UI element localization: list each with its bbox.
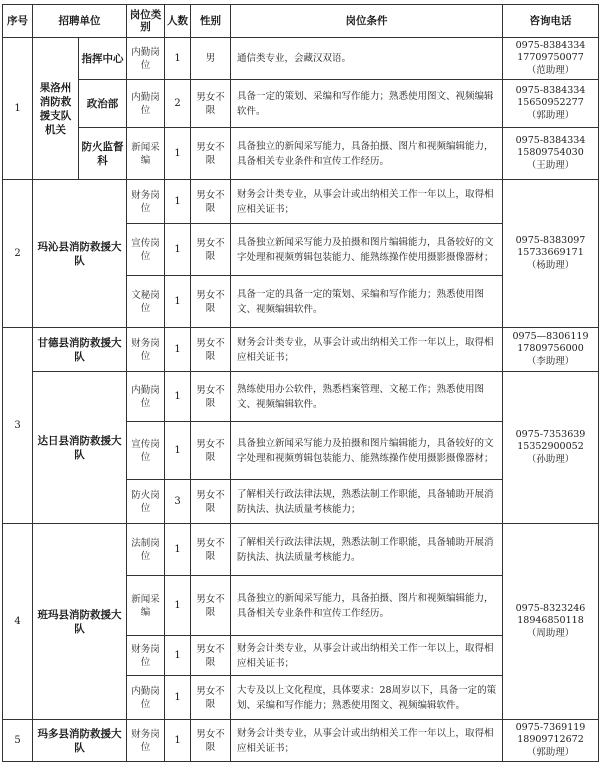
phone-cell bbox=[503, 372, 599, 524]
gender-cell: 男女不限 bbox=[191, 676, 231, 720]
phone-landline: 0975-7353639 bbox=[515, 428, 586, 440]
table-row bbox=[3, 720, 599, 762]
post-cell: 内勤岗位 bbox=[127, 372, 165, 422]
table-row bbox=[3, 128, 599, 180]
post-cell: 宣传岗位 bbox=[127, 422, 165, 480]
requirement-cell: 具备独立的新闻采写能力，具备拍摄、图片和视频编辑能力，具备相关专业条件和宣传工作经历。 bbox=[231, 128, 503, 180]
phone-mobile: 15650952277 bbox=[517, 97, 584, 109]
post-cell: 财务岗位 bbox=[127, 720, 165, 762]
phone-mobile: 17809756000 bbox=[517, 343, 584, 355]
table-row bbox=[3, 38, 599, 80]
seq-cell: 1 bbox=[3, 38, 33, 180]
phone-contact: （杨助理） bbox=[526, 259, 575, 271]
recruitment-table bbox=[2, 4, 599, 762]
count-cell: 1 bbox=[165, 676, 191, 720]
gender-cell: 男女不限 bbox=[191, 480, 231, 524]
gender-cell: 男女不限 bbox=[191, 422, 231, 480]
phone-landline: 0975-7369119 bbox=[515, 721, 586, 733]
table-row bbox=[3, 180, 599, 224]
phone-contact: （范助理） bbox=[526, 64, 575, 76]
count-cell: 1 bbox=[165, 720, 191, 762]
requirement-cell: 熟练使用办公软件，熟悉档案管理、文秘工作；熟悉使用图文、视频编辑软件。 bbox=[231, 372, 503, 422]
phone-mobile: 18909712672 bbox=[517, 734, 584, 746]
seq-cell: 2 bbox=[3, 180, 33, 328]
count-cell: 1 bbox=[165, 180, 191, 224]
phone-landline: 0975-8383097 bbox=[515, 234, 586, 246]
count-cell: 1 bbox=[165, 276, 191, 328]
dept-cell: 指挥中心 bbox=[79, 38, 127, 80]
requirement-cell: 了解相关行政法律法规，熟悉法制工作职能，具备辅助开展消防执法、执法质量考核能力。 bbox=[231, 524, 503, 576]
count-cell: 1 bbox=[165, 524, 191, 576]
post-cell: 财务岗位 bbox=[127, 636, 165, 676]
requirement-cell: 财务会计类专业，从事会计或出纳相关工作一年以上，取得相应相关证书； bbox=[231, 720, 503, 762]
post-cell: 财务岗位 bbox=[127, 180, 165, 224]
requirement-cell: 财务会计类专业，从事会计或出纳相关工作一年以上，取得相应相关证书； bbox=[231, 180, 503, 224]
phone-landline: 0975-8323246 bbox=[515, 602, 586, 614]
header-phone: 咨询电话 bbox=[503, 5, 599, 38]
seq-cell: 3 bbox=[3, 328, 33, 524]
gender-cell: 男女不限 bbox=[191, 372, 231, 422]
table-row bbox=[3, 372, 599, 422]
post-cell: 防火岗位 bbox=[127, 480, 165, 524]
unit-cell: 达日县消防救援大队 bbox=[33, 372, 127, 524]
header-unit: 招聘单位 bbox=[33, 5, 127, 38]
gender-cell: 男女不限 bbox=[191, 224, 231, 276]
phone-cell bbox=[503, 720, 599, 762]
requirement-cell: 财务会计类专业，从事会计或出纳相关工作一年以上，取得相应相关证书； bbox=[231, 328, 503, 372]
count-cell: 1 bbox=[165, 128, 191, 180]
post-cell: 文秘岗位 bbox=[127, 276, 165, 328]
phone-landline: 0975-8384334 bbox=[515, 134, 586, 146]
phone-cell bbox=[503, 524, 599, 720]
requirement-cell: 具备独立新闻采写能力及拍摄和图片编辑能力，具备较好的文字处理和视频剪辑包装能力、能熟练操作使用摄影摄像器材； bbox=[231, 422, 503, 480]
count-cell: 2 bbox=[165, 80, 191, 128]
count-cell: 1 bbox=[165, 328, 191, 372]
requirement-cell: 通信类专业，会藏汉双语。 bbox=[231, 38, 503, 80]
phone-contact: （郭助理） bbox=[526, 109, 575, 121]
phone-landline: 0975—8306119 bbox=[512, 330, 589, 342]
post-cell: 财务岗位 bbox=[127, 328, 165, 372]
post-cell: 宣传岗位 bbox=[127, 224, 165, 276]
gender-cell: 男女不限 bbox=[191, 720, 231, 762]
count-cell: 1 bbox=[165, 224, 191, 276]
seq-cell: 4 bbox=[3, 524, 33, 720]
phone-mobile: 17709750077 bbox=[517, 52, 584, 64]
post-cell: 法制岗位 bbox=[127, 524, 165, 576]
count-cell: 1 bbox=[165, 38, 191, 80]
phone-contact: （孙助理） bbox=[526, 453, 575, 465]
requirement-cell: 了解相关行政法律法规，熟悉法制工作职能，具备辅助开展消防执法、执法质量考核能力； bbox=[231, 480, 503, 524]
gender-cell: 男女不限 bbox=[191, 180, 231, 224]
post-cell: 内勤岗位 bbox=[127, 676, 165, 720]
count-cell: 1 bbox=[165, 422, 191, 480]
phone-contact: （王助理） bbox=[526, 159, 575, 171]
requirement-cell: 具备一定的具备一定的策划、采编和写作能力；熟悉使用图文、视频编辑软件。 bbox=[231, 276, 503, 328]
gender-cell: 男女不限 bbox=[191, 80, 231, 128]
requirement-cell: 具备独立新闻采写能力及拍摄和图片编辑能力，具备较好的文字处理和视频剪辑包装能力、能熟练操作使用摄影摄像器材； bbox=[231, 224, 503, 276]
phone-mobile: 15352900052 bbox=[517, 441, 584, 453]
phone-cell bbox=[503, 80, 599, 128]
seq-cell: 5 bbox=[3, 720, 33, 762]
phone-mobile: 15733669171 bbox=[517, 247, 584, 259]
requirement-cell: 大专及以上文化程度，具体要求：28周岁以下，具备一定的策划、采编和写作能力；熟悉使用图文、视频编辑软件。 bbox=[231, 676, 503, 720]
phone-cell bbox=[503, 180, 599, 328]
requirement-cell: 财务会计类专业，从事会计或出纳相关工作一年以上，取得相应相关证书； bbox=[231, 636, 503, 676]
unit-cell: 玛多县消防救援大队 bbox=[33, 720, 127, 762]
count-cell: 3 bbox=[165, 480, 191, 524]
post-cell: 新闻采编 bbox=[127, 576, 165, 636]
table-row bbox=[3, 328, 599, 372]
gender-cell: 男女不限 bbox=[191, 636, 231, 676]
recruitment-table-sheet bbox=[2, 4, 599, 762]
phone-contact: （周助理） bbox=[526, 627, 575, 639]
phone-landline: 0975-8384334 bbox=[515, 39, 586, 51]
header-gender: 性别 bbox=[191, 5, 231, 38]
gender-cell: 男女不限 bbox=[191, 128, 231, 180]
unit-cell: 班玛县消防救援大队 bbox=[33, 524, 127, 720]
requirement-cell: 具备独立的新闻采写能力，具备拍摄、图片和视频编辑能力，具备相关专业条件和宣传工作经历。 bbox=[231, 576, 503, 636]
table-row bbox=[3, 80, 599, 128]
post-cell: 内勤岗位 bbox=[127, 80, 165, 128]
gender-cell: 男女不限 bbox=[191, 328, 231, 372]
phone-cell bbox=[503, 38, 599, 80]
count-cell: 1 bbox=[165, 636, 191, 676]
gender-cell: 男 bbox=[191, 38, 231, 80]
table-row bbox=[3, 524, 599, 576]
header-count: 人数 bbox=[165, 5, 191, 38]
post-cell: 新闻采编 bbox=[127, 128, 165, 180]
header-row bbox=[3, 5, 599, 38]
phone-mobile: 18946850118 bbox=[517, 615, 584, 627]
header-post-type: 岗位类别 bbox=[127, 5, 165, 38]
phone-cell bbox=[503, 328, 599, 372]
unit-cell: 甘德县消防救援大队 bbox=[33, 328, 127, 372]
gender-cell: 男女不限 bbox=[191, 524, 231, 576]
phone-contact: （李助理） bbox=[526, 355, 575, 367]
post-cell: 内勤岗位 bbox=[127, 38, 165, 80]
phone-landline: 0975-8384334 bbox=[515, 84, 586, 96]
gender-cell: 男女不限 bbox=[191, 276, 231, 328]
dept-cell: 政治部 bbox=[79, 80, 127, 128]
phone-contact: （郭助理） bbox=[526, 746, 575, 758]
requirement-cell: 具备一定的策划、采编和写作能力；熟悉使用图文、视频编辑软件。 bbox=[231, 80, 503, 128]
header-requirements: 岗位条件 bbox=[231, 5, 503, 38]
header-seq: 序号 bbox=[3, 5, 33, 38]
unit-cell: 玛沁县消防救援大队 bbox=[33, 180, 127, 328]
phone-cell bbox=[503, 128, 599, 180]
unit-cell: 果洛州消防救援支队机关 bbox=[33, 38, 79, 180]
dept-cell: 防火监督科 bbox=[79, 128, 127, 180]
count-cell: 1 bbox=[165, 576, 191, 636]
phone-mobile: 15809754030 bbox=[517, 147, 584, 159]
gender-cell: 男女不限 bbox=[191, 576, 231, 636]
count-cell: 1 bbox=[165, 372, 191, 422]
